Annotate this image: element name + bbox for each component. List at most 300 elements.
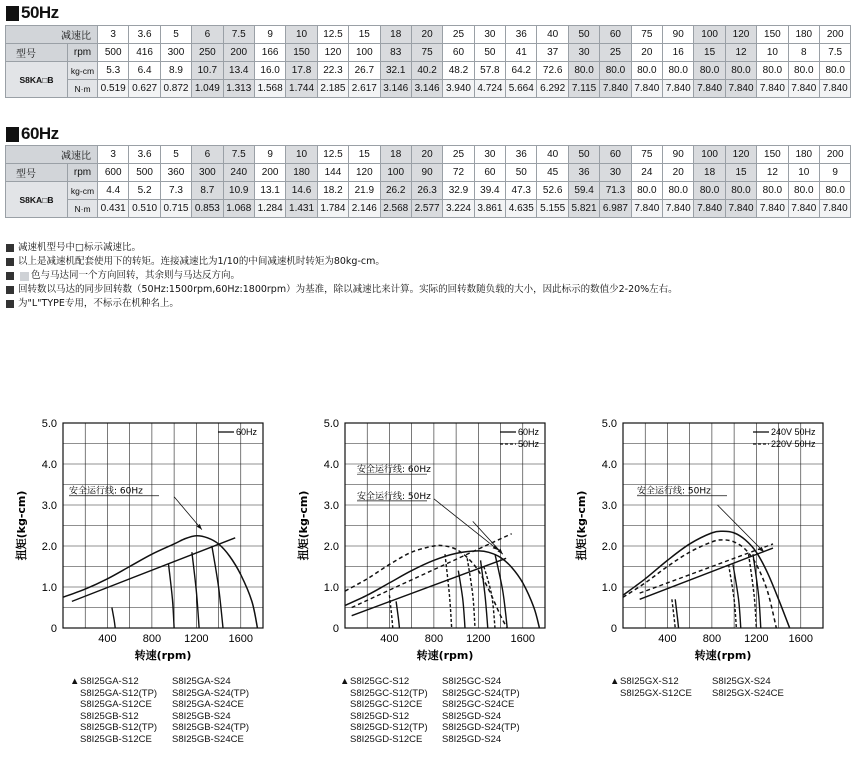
rpm-cell: 75 [411,44,442,62]
torque-kgcm-cell: 14.6 [286,182,317,200]
section-title-text: 60Hz [21,124,59,143]
torque-kgcm-cell: 32.9 [443,182,474,200]
torque-kgcm-cell: 80.0 [757,182,788,200]
model-name: S8I25GC-S12 [350,676,410,687]
note-text: 回转数以马达的同步回转数（50Hz:1500rpm,60Hz:1800rpm）为基准，除以减速比来计算。实际的回转数随负载的大小，因此标示的数值少2-20%左右。 [18,284,678,295]
rpm-cell: 600 [98,164,129,182]
speed-drop-curve [458,571,465,628]
torque-kgcm-cell: 5.2 [129,182,160,200]
x-axis-label: 转速(rpm) [416,649,474,662]
note-item [6,241,678,255]
ratio-cell: 40 [537,26,568,44]
ratio-cell: 20 [411,26,442,44]
torque-chart-2 [282,405,557,674]
rpm-cell: 144 [317,164,348,182]
torque-nm-cell: 7.840 [600,80,631,98]
rpm-cell: 72 [443,164,474,182]
model-name: S8I25GB-S24(TP) [172,722,250,733]
ratio-cell: 120 [725,146,756,164]
rpm-cell: 15 [725,164,756,182]
note-text: 色与马达同一个方向回转，其余则与马达反方向。 [31,270,241,281]
speed-drop-curve [192,552,199,628]
ratio-cell: 18 [380,146,411,164]
ratio-cell: 25 [443,26,474,44]
torque-kgcm-cell: 80.0 [600,62,631,80]
torque-kgcm-cell: 80.0 [788,62,819,80]
torque-nm-cell: 1.431 [286,200,317,218]
torque-kgcm-cell: 26.7 [349,62,380,80]
model-name: S8I25GB-S24CE [172,733,244,745]
speed-drop-curve [445,554,452,628]
model-name: S8I25GC-S24 [442,676,502,687]
torque-kgcm-cell: 80.0 [694,62,725,80]
rpm-cell: 250 [192,44,223,62]
torque-nm-cell: 3.861 [474,200,505,218]
x-tick-label: 1200 [466,633,491,645]
y-axis-label: 扭矩(kg-cm) [297,490,310,561]
annotation-label: 安全运行线: 60Hz [357,465,431,476]
model-name: S8I25GA-S24 [172,676,231,687]
torque-nm-cell: 4.635 [506,200,537,218]
model-name: S8I25GC-S12CE [350,699,423,710]
y-axis-label: 扭矩(kg-cm) [15,490,28,561]
ratio-cell: 10 [286,26,317,44]
torque-nm-cell: 1.313 [223,80,254,98]
ratio-cell: 200 [819,146,850,164]
model-name: S8I25GD-S12(TP) [350,722,428,733]
rpm-cell: 30 [568,44,599,62]
rpm-cell: 83 [380,44,411,62]
model-header: 型号 [6,44,68,62]
torque-kgcm-cell: 71.3 [600,182,631,200]
ratio-cell: 25 [443,146,474,164]
spacer [340,711,350,723]
annotation-label: 安全运行线: 50Hz [637,486,711,497]
model-list-3 [610,676,792,699]
model-list-2 [340,676,522,745]
torque-kgcm-cell: 10.7 [192,62,223,80]
x-tick-label: 400 [98,633,117,645]
rpm-cell: 120 [349,164,380,182]
y-tick-label: 1.0 [41,582,57,594]
torque-nm-cell: 3.224 [443,200,474,218]
unit-nm: N·m [68,80,98,98]
torque-nm-cell: 0.519 [98,80,129,98]
torque-nm-cell: 0.853 [192,200,223,218]
triangle-marker-icon: ▲ [70,676,80,687]
rpm-cell: 24 [631,164,662,182]
legend-label: 50Hz [518,439,540,449]
torque-nm-cell: 1.568 [254,80,285,98]
ratio-cell: 180 [788,26,819,44]
ratio-cell: 50 [568,146,599,164]
y-tick-label: 2.0 [601,541,617,553]
ratio-cell: 150 [757,146,788,164]
rpm-cell: 15 [694,44,725,62]
rpm-cell: 50 [474,44,505,62]
speed-drop-curve [672,599,675,628]
rpm-cell: 90 [411,164,442,182]
rpm-cell: 300 [192,164,223,182]
y-tick-label: 2.0 [323,541,339,553]
spacer [70,711,80,723]
speed-drop-curve [675,599,678,628]
annotation-arrow-line [473,521,503,554]
torque-nm-cell: 1.784 [317,200,348,218]
torque-nm-cell: 7.840 [694,80,725,98]
y-tick-label: 4.0 [41,459,57,471]
torque-nm-cell: 7.840 [788,80,819,98]
ratio-cell: 9 [254,146,285,164]
torque-kgcm-cell: 26.3 [411,182,442,200]
ratio-cell: 15 [349,26,380,44]
torque-kgcm-cell: 80.0 [819,182,850,200]
y-axis-label: 扭矩(kg-cm) [575,490,588,561]
spacer [70,722,80,734]
torque-kgcm-cell: 18.2 [317,182,348,200]
chart-svg [560,405,835,670]
speed-drop-curve [481,560,488,628]
model-list-1 [70,676,252,745]
rpm-cell: 7.5 [819,44,850,62]
series-line [345,545,507,628]
rpm-cell: 41 [506,44,537,62]
rpm-cell: 100 [380,164,411,182]
torque-kgcm-cell: 80.0 [663,62,694,80]
ratio-cell: 3 [98,146,129,164]
rpm-cell: 500 [129,164,160,182]
ratio-cell: 3.6 [129,146,160,164]
spec-table-60hz [5,145,851,218]
chart-svg [0,405,275,670]
y-tick-label: 0 [332,623,339,635]
torque-kgcm-cell: 8.7 [192,182,223,200]
torque-nm-cell: 7.840 [757,80,788,98]
torque-nm-cell: 0.627 [129,80,160,98]
speed-drop-curve [112,608,115,629]
x-axis-label: 转速(rpm) [694,649,752,662]
ratio-cell: 90 [663,26,694,44]
torque-nm-cell: 7.840 [663,80,694,98]
ratio-cell: 15 [349,146,380,164]
model-name: S8I25GD-S24 [442,710,502,722]
model-row [70,734,252,746]
ratio-header: 减速比 [6,146,98,164]
model-row [70,711,252,723]
rpm-header: rpm [68,44,98,62]
speed-drop-curve [396,601,399,628]
ratio-cell: 36 [506,146,537,164]
ratio-cell: 75 [631,146,662,164]
rpm-cell: 10 [788,164,819,182]
rpm-cell: 18 [694,164,725,182]
torque-nm-cell: 5.155 [537,200,568,218]
ratio-cell: 60 [600,146,631,164]
model-name: S8I25GB-S24 [172,710,231,722]
torque-kgcm-cell: 80.0 [631,62,662,80]
rpm-cell: 360 [160,164,191,182]
torque-nm-cell: 7.840 [663,200,694,218]
model-name: S8I25GC-S24(TP) [442,687,520,699]
rpm-cell: 100 [349,44,380,62]
torque-kgcm-cell: 80.0 [725,182,756,200]
torque-kgcm-cell: 10.9 [223,182,254,200]
rpm-cell: 9 [819,164,850,182]
model-row [340,734,522,746]
torque-nm-cell: 6.292 [537,80,568,98]
gear-model-name: S8KA□B [6,62,68,98]
torque-kgcm-cell: 13.1 [254,182,285,200]
rpm-cell: 166 [254,44,285,62]
torque-nm-cell: 2.617 [349,80,380,98]
square-bullet-icon [6,272,14,280]
model-name: S8I25GX-S12CE [620,687,692,699]
torque-kgcm-cell: 39.4 [474,182,505,200]
unit-nm: N·m [68,200,98,218]
safe-operating-line [352,534,512,608]
model-row [70,688,252,700]
torque-nm-cell: 0.715 [160,200,191,218]
model-row [340,711,522,723]
model-row [610,676,792,688]
y-tick-label: 5.0 [41,418,57,430]
model-name: S8I25GB-S12(TP) [80,722,158,733]
speed-drop-curve [169,564,175,628]
model-name: S8I25GC-S24CE [442,699,515,710]
torque-kgcm-cell: 17.8 [286,62,317,80]
model-row [340,688,522,700]
rpm-cell: 16 [663,44,694,62]
spacer [340,734,350,746]
ratio-cell: 36 [506,26,537,44]
legend-label: 60Hz [236,427,258,437]
model-name: S8I25GX-S24 [712,676,771,687]
torque-kgcm-cell: 80.0 [725,62,756,80]
torque-nm-cell: 7.840 [725,200,756,218]
square-bullet-icon [6,6,19,21]
ratio-cell: 5 [160,146,191,164]
rpm-header: rpm [68,164,98,182]
ratio-cell: 7.5 [223,146,254,164]
legend-label: 220V 50Hz [771,439,816,449]
ratio-cell: 10 [286,146,317,164]
model-name: S8I25GD-S24(TP) [442,722,520,733]
torque-kgcm-cell: 40.2 [411,62,442,80]
torque-kgcm-cell: 47.3 [506,182,537,200]
torque-nm-cell: 7.840 [694,200,725,218]
torque-nm-cell: 1.068 [223,200,254,218]
torque-nm-cell: 1.284 [254,200,285,218]
torque-kgcm-cell: 8.9 [160,62,191,80]
x-tick-label: 1600 [510,633,536,645]
torque-nm-cell: 7.840 [725,80,756,98]
torque-kgcm-cell: 57.8 [474,62,505,80]
spacer [70,699,80,711]
torque-nm-cell: 7.840 [788,200,819,218]
torque-kgcm-cell: 72.6 [537,62,568,80]
ratio-cell: 180 [788,146,819,164]
annotation-label: 安全运行线: 50Hz [357,491,431,502]
rpm-cell: 240 [223,164,254,182]
model-row [70,699,252,711]
torque-kgcm-cell: 13.4 [223,62,254,80]
torque-chart-3 [560,405,835,674]
torque-kgcm-cell: 5.3 [98,62,129,80]
spec-table-50hz [5,25,851,98]
rpm-cell: 37 [537,44,568,62]
torque-kgcm-cell: 80.0 [568,62,599,80]
torque-nm-cell: 2.146 [349,200,380,218]
legend-label: 240V 50Hz [771,427,816,437]
rpm-cell: 20 [631,44,662,62]
model-name: S8I25GA-S24CE [172,699,244,710]
series-line [345,551,539,628]
model-name: S8I25GD-S24 [442,733,502,745]
x-tick-label: 400 [380,633,399,645]
torque-nm-cell: 3.940 [443,80,474,98]
model-row [340,722,522,734]
ratio-cell: 6 [192,26,223,44]
model-name: S8I25GB-S12 [80,710,139,722]
note-text: 为"L"TYPE专用，不标示在机种名上。 [18,298,179,309]
ratio-cell: 120 [725,26,756,44]
model-name: S8I25GA-S12 [80,676,139,687]
torque-nm-cell: 2.185 [317,80,348,98]
note-item [6,269,678,283]
rpm-cell: 30 [600,164,631,182]
model-name: S8I25GA-S12(TP) [80,687,158,699]
ratio-cell: 200 [819,26,850,44]
gear-model-name: S8KA□B [6,182,68,218]
ratio-cell: 75 [631,26,662,44]
model-row [70,676,252,688]
x-tick-label: 800 [142,633,162,645]
square-bullet-icon [6,127,19,142]
torque-nm-cell: 6.987 [600,200,631,218]
spacer [340,722,350,734]
x-tick-label: 1200 [184,633,209,645]
rpm-cell: 50 [506,164,537,182]
torque-nm-cell: 7.115 [568,80,599,98]
x-tick-label: 800 [702,633,722,645]
annotation-label: 安全运行线: 60Hz [69,486,143,497]
annotation-arrow-line [174,497,202,530]
ratio-cell: 30 [474,146,505,164]
chart-svg [282,405,557,670]
rpm-cell: 60 [443,44,474,62]
speed-drop-curve [467,558,475,628]
ratio-header: 减速比 [6,26,98,44]
model-name: S8I25GA-S24(TP) [172,687,250,699]
model-name: S8I25GD-S12CE [350,733,423,745]
model-name: S8I25GX-S12 [620,676,679,687]
rpm-cell: 416 [129,44,160,62]
torque-kgcm-cell: 7.3 [160,182,191,200]
ratio-cell: 3 [98,26,129,44]
model-row [70,722,252,734]
torque-kgcm-cell: 21.9 [349,182,380,200]
rpm-cell: 200 [223,44,254,62]
ratio-cell: 150 [757,26,788,44]
note-item [6,255,678,269]
ratio-cell: 18 [380,26,411,44]
ratio-cell: 7.5 [223,26,254,44]
note-item [6,297,678,311]
y-tick-label: 3.0 [323,500,339,512]
ratio-cell: 12.5 [317,26,348,44]
rpm-cell: 10 [757,44,788,62]
model-name: S8I25GA-S12CE [80,699,152,710]
rpm-cell: 300 [160,44,191,62]
torque-kgcm-cell: 32.1 [380,62,411,80]
ratio-cell: 9 [254,26,285,44]
ratio-cell: 3.6 [129,26,160,44]
x-tick-label: 800 [424,633,444,645]
torque-nm-cell: 0.510 [129,200,160,218]
torque-nm-cell: 7.840 [819,80,850,98]
rpm-cell: 45 [537,164,568,182]
torque-kgcm-cell: 6.4 [129,62,160,80]
ratio-cell: 40 [537,146,568,164]
ratio-cell: 90 [663,146,694,164]
model-row [340,699,522,711]
torque-nm-cell: 5.664 [506,80,537,98]
y-tick-label: 0 [50,623,57,635]
torque-kgcm-cell: 59.4 [568,182,599,200]
rpm-cell: 180 [286,164,317,182]
torque-kgcm-cell: 80.0 [819,62,850,80]
torque-nm-cell: 4.724 [474,80,505,98]
torque-nm-cell: 3.146 [380,80,411,98]
ratio-cell: 6 [192,146,223,164]
model-name: S8I25GC-S12(TP) [350,687,428,699]
ratio-cell: 20 [411,146,442,164]
model-row [610,688,792,700]
torque-kgcm-cell: 52.6 [537,182,568,200]
section-title-60hz [6,124,59,144]
x-tick-label: 1200 [744,633,769,645]
gray-swatch-icon [20,272,29,281]
torque-nm-cell: 3.146 [411,80,442,98]
y-tick-label: 4.0 [601,459,617,471]
torque-nm-cell: 7.840 [631,80,662,98]
y-tick-label: 0 [610,623,617,635]
torque-nm-cell: 1.049 [192,80,223,98]
unit-kgcm: kg-cm [68,62,98,80]
rpm-cell: 120 [317,44,348,62]
torque-kgcm-cell: 64.2 [506,62,537,80]
rpm-cell: 36 [568,164,599,182]
model-name: S8I25GX-S24CE [712,687,784,699]
safe-operating-line [72,538,235,602]
torque-nm-cell: 0.872 [160,80,191,98]
torque-nm-cell: 2.568 [380,200,411,218]
section-title-50hz [6,3,59,23]
torque-nm-cell: 7.840 [819,200,850,218]
torque-nm-cell: 7.840 [757,200,788,218]
model-row [340,676,522,688]
torque-nm-cell: 0.431 [98,200,129,218]
rpm-cell: 8 [788,44,819,62]
ratio-cell: 30 [474,26,505,44]
note-item [6,283,678,297]
torque-nm-cell: 1.744 [286,80,317,98]
torque-kgcm-cell: 80.0 [757,62,788,80]
y-tick-label: 5.0 [323,418,339,430]
torque-chart-1 [0,405,275,674]
triangle-marker-icon: ▲ [610,676,620,687]
torque-kgcm-cell: 22.3 [317,62,348,80]
